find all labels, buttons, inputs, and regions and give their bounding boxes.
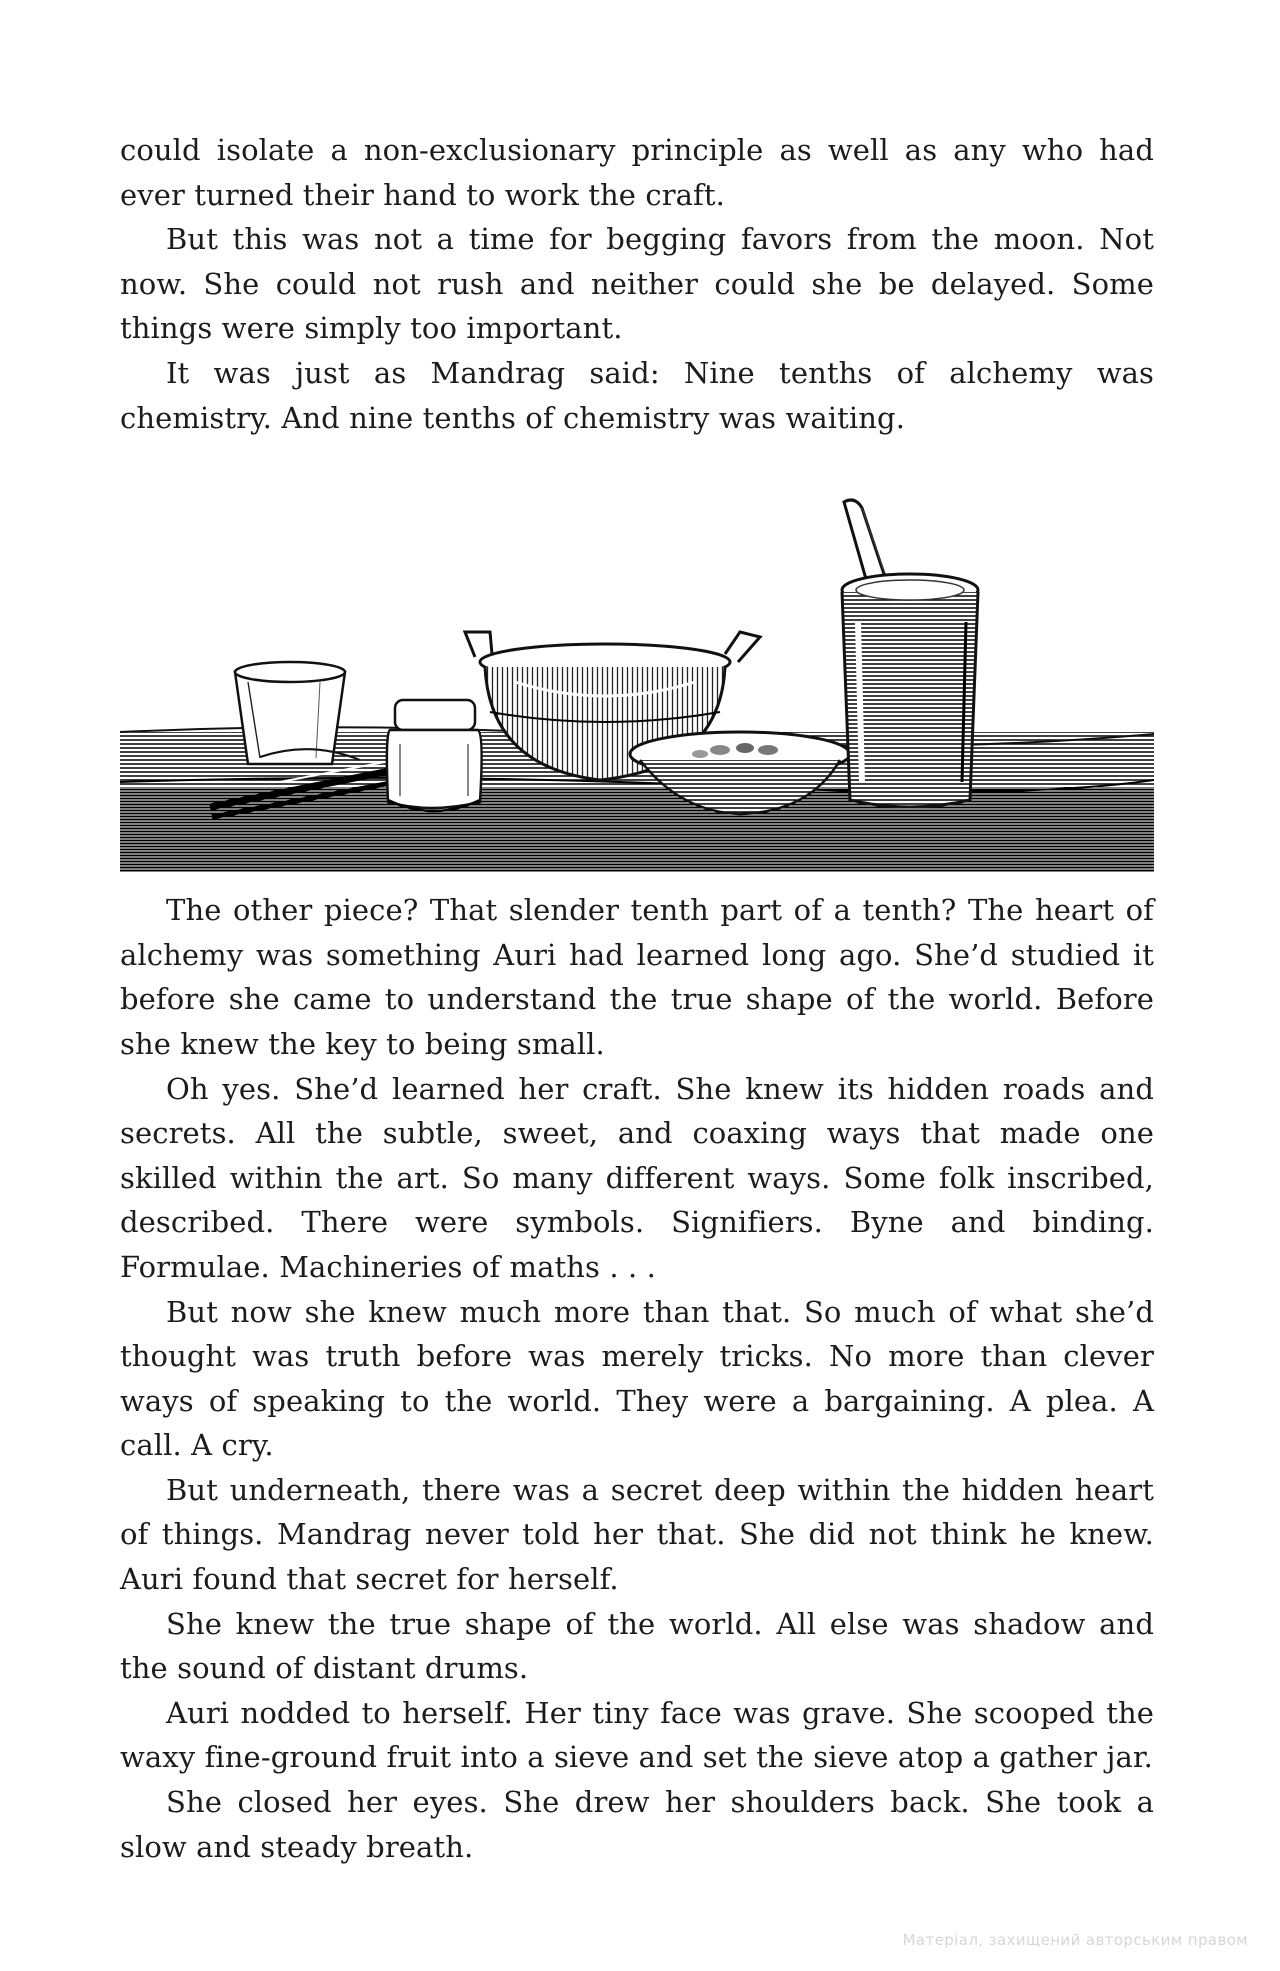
book-page — [120, 128, 1154, 1869]
glass-jar — [387, 700, 482, 811]
paragraph-10: She closed her eyes. She drew her shoulders back. She took a slow and steady breath. — [120, 1785, 1154, 1864]
paragraph-8: She knew the true shape of the world. All else was shadow and the sound of distant drums. — [120, 1606, 1154, 1686]
paragraph-1: could isolate a non-exclusionary principle as well as any who had ever turned their hand to work the craft. — [120, 133, 1154, 212]
paragraph-3: It was just as Mandrag said: Nine tenths of alchemy was chemistry. And nine tenths of chemistry was waiting. — [120, 355, 1154, 435]
copyright-watermark: Матеріал, захищений авторським правом — [902, 1931, 1248, 1949]
mortar-and-pestle — [842, 500, 978, 807]
paragraph-9: Auri nodded to herself. Her tiny face was grave. She scooped the waxy fine-ground fruit into a sieve and set the sieve atop a gather jar. — [120, 1695, 1154, 1775]
paragraph-4: The other piece? That slender tenth part of a tenth? The heart of alchemy was something Auri had learned long ago. She’d studied it before she came to understand the true shape of the world. Before she knew the key to being small. — [120, 893, 1154, 1061]
alchemy-equipment-illustration — [120, 482, 1154, 872]
paragraph-7: But underneath, there was a secret deep within the hidden heart of things. Mandrag never told her that. She did not think he knew. Auri found that secret for herself. — [120, 1472, 1154, 1597]
paragraph-6: But now she knew much more than that. So much of what she’d thought was truth before was merely tricks. No more than clever ways of speaking to the world. They were a bargaining. A plea. A call. A cry. — [120, 1294, 1154, 1463]
paragraph-2: But this was not a time for begging favors from the moon. Not now. She could not rush and neither could she be delayed. Some things were simply too important. — [120, 222, 1154, 346]
paragraph-5: Oh yes. She’d learned her craft. She knew its hidden roads and secrets. All the subtle, sweet, and coaxing ways that made one skilled within the art. So many different ways. Some folk inscribed, described. There were symbols. Signifiers. Byne and binding. Formulae. Machineries of maths . . . — [120, 1071, 1154, 1284]
